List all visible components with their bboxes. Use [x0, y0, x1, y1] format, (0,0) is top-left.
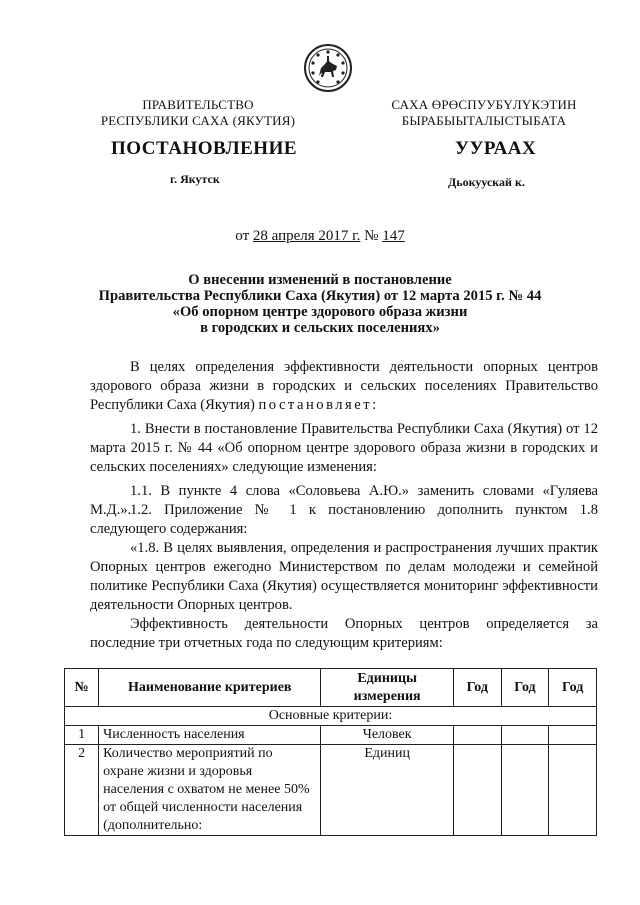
table-header-row [65, 669, 597, 707]
left-city: г. Якутск [170, 172, 220, 186]
table-row [65, 745, 597, 836]
dateline-prefix: от [235, 228, 253, 244]
right-city: Дьокуускай к. [448, 175, 525, 189]
header-units: Единицы измерения [321, 669, 454, 707]
row-number: 2 [65, 745, 99, 836]
header-number: № [65, 669, 99, 707]
right-org-line1: САХА ӨРӨСПУУБҮЛҮКЭТИН [391, 97, 577, 112]
document-date: 28 апреля 2017 г. [252, 228, 361, 244]
paragraph-item-1-8: «1.8. В целях выявления, определения и распространения лучших практик Опорных центров ежегодно Министерством по делам молодежи и семейной политике Республики Саха (Якутия) осуществляется мониторинг эффективности деятельности Опорных центров. [90, 540, 598, 613]
paragraph-efficiency: Эффективность деятельности Опорных центров определяется за последние три отчетных года по следующим критериям: [90, 616, 598, 651]
header-criteria-name: Наименование критериев [99, 669, 321, 707]
paragraph-item-1-2: 1.2. Приложение № 1 к постановлению дополнить пунктом 1.8 следующего содержания: [90, 502, 598, 537]
paragraph-item-1: 1. Внести в постановление Правительства Республики Саха (Якутия) от 12 марта 2015 г. № 44 «Об опорном центре здорового образа жизни в городских и сельских поселениях» следующие изменения: [90, 421, 598, 475]
title-line2: Правительства Республики Саха (Якутия) от 12 марта 2015 г. № 44 [98, 288, 542, 304]
title-line4: в городских и сельских поселениях» [200, 320, 440, 336]
row-year-1-cell [453, 745, 501, 836]
number-sign: № [360, 228, 383, 244]
paragraph-preamble [90, 358, 598, 415]
criteria-table [64, 668, 597, 836]
row-year-3-cell [549, 726, 597, 745]
paragraph-item-1-1: 1.1. В пункте 4 слова «Соловьева А.Ю.» заменить словами «Гуляева М.Д.». [90, 483, 598, 518]
left-org-line1: ПРАВИТЕЛЬСТВО [142, 97, 254, 112]
row-criteria-name: Количество мероприятий по охране жизни и здоровья населения с охватом не менее 50% от общей численности населения (дополнительно: [99, 745, 321, 836]
right-doctype: УУРААХ [455, 138, 537, 159]
row-criteria-name: Численность населения [99, 726, 321, 745]
preamble-text: В целях определения эффективности деятельности опорных центров здорового образа жизни в городских и сельских поселениях Правительство Республики Саха (Якутия) [90, 359, 598, 413]
table-row [65, 726, 597, 745]
right-org-name [380, 97, 588, 129]
title-line3: «Об опорном центре здорового образа жизни [172, 304, 468, 320]
left-doctype: ПОСТАНОВЛЕНИЕ [111, 138, 298, 159]
document-number: 147 [382, 228, 405, 244]
preamble-end: : [372, 397, 377, 413]
header-year-1: Год [453, 669, 501, 707]
row-year-2-cell [501, 745, 549, 836]
left-org-line2: РЕСПУБЛИКИ САХА (ЯКУТИЯ) [100, 113, 296, 128]
left-org-name [95, 97, 301, 129]
header-year-3: Год [549, 669, 597, 707]
row-unit: Единиц [321, 745, 454, 836]
title-line1: О внесении изменений в постановление [188, 272, 452, 288]
right-org-line2: БЫРАБЫЫТАЛЫСТЫБАТА [401, 113, 567, 128]
section-title: Основные критерии: [65, 707, 597, 726]
table-section-row [65, 707, 597, 726]
republic-emblem-icon [303, 42, 353, 94]
row-number: 1 [65, 726, 99, 745]
document-dateline [0, 228, 640, 245]
row-unit: Человек [321, 726, 454, 745]
preamble-spaced-word: постановляет [258, 397, 373, 413]
row-year-3-cell [549, 745, 597, 836]
header-year-2: Год [501, 669, 549, 707]
row-year-1-cell [453, 726, 501, 745]
row-year-2-cell [501, 726, 549, 745]
document-title [90, 272, 550, 336]
